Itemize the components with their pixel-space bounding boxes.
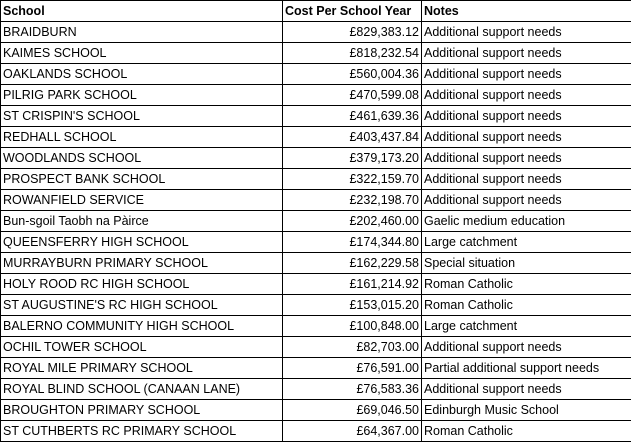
notes-cell[interactable]: Edinburgh Music School — [422, 400, 631, 421]
table-row — [1, 106, 631, 127]
table-row — [1, 211, 631, 232]
table-row — [1, 295, 631, 316]
notes-cell[interactable]: Additional support needs — [422, 43, 631, 64]
notes-cell[interactable]: Additional support needs — [422, 148, 631, 169]
table-row — [1, 316, 631, 337]
notes-cell[interactable]: Additional support needs — [422, 106, 631, 127]
notes-cell[interactable]: Additional support needs — [422, 85, 631, 106]
school-cell[interactable]: KAIMES SCHOOL — [1, 43, 283, 64]
notes-cell[interactable]: Roman Catholic — [422, 274, 631, 295]
cost-cell[interactable]: £322,159.70 — [283, 169, 422, 190]
cost-cell[interactable]: £162,229.58 — [283, 253, 422, 274]
table-row — [1, 43, 631, 64]
school-cell[interactable]: BROUGHTON PRIMARY SCHOOL — [1, 400, 283, 421]
cost-cell[interactable]: £403,437.84 — [283, 127, 422, 148]
cost-cell[interactable]: £64,367.00 — [283, 421, 422, 442]
school-cell[interactable]: ROWANFIELD SERVICE — [1, 190, 283, 211]
notes-cell[interactable]: Additional support needs — [422, 169, 631, 190]
cost-cell[interactable]: £560,004.36 — [283, 64, 422, 85]
school-cell[interactable]: OAKLANDS SCHOOL — [1, 64, 283, 85]
cost-cell[interactable]: £82,703.00 — [283, 337, 422, 358]
cost-cell[interactable]: £69,046.50 — [283, 400, 422, 421]
header-cost[interactable]: Cost Per School Year — [283, 1, 422, 22]
notes-cell[interactable]: Additional support needs — [422, 64, 631, 85]
school-cell[interactable]: REDHALL SCHOOL — [1, 127, 283, 148]
cost-cell[interactable]: £818,232.54 — [283, 43, 422, 64]
school-cell[interactable]: ST CRISPIN'S SCHOOL — [1, 106, 283, 127]
notes-cell[interactable]: Roman Catholic — [422, 295, 631, 316]
cost-cell[interactable]: £232,198.70 — [283, 190, 422, 211]
cost-cell[interactable]: £202,460.00 — [283, 211, 422, 232]
school-cell[interactable]: WOODLANDS SCHOOL — [1, 148, 283, 169]
notes-cell[interactable]: Additional support needs — [422, 379, 631, 400]
school-cell[interactable]: QUEENSFERRY HIGH SCHOOL — [1, 232, 283, 253]
school-cell[interactable]: PROSPECT BANK SCHOOL — [1, 169, 283, 190]
school-cell[interactable]: ST AUGUSTINE'S RC HIGH SCHOOL — [1, 295, 283, 316]
table-row — [1, 274, 631, 295]
table-row — [1, 148, 631, 169]
cost-cell[interactable]: £174,344.80 — [283, 232, 422, 253]
table-row — [1, 400, 631, 421]
table-row — [1, 337, 631, 358]
cost-cell[interactable]: £76,583.36 — [283, 379, 422, 400]
header-row — [1, 1, 631, 22]
table-row — [1, 64, 631, 85]
cost-cell[interactable]: £470,599.08 — [283, 85, 422, 106]
school-cell[interactable]: ST CUTHBERTS RC PRIMARY SCHOOL — [1, 421, 283, 442]
notes-cell[interactable]: Gaelic medium education — [422, 211, 631, 232]
table-row — [1, 169, 631, 190]
school-cell[interactable]: MURRAYBURN PRIMARY SCHOOL — [1, 253, 283, 274]
cost-cell[interactable]: £76,591.00 — [283, 358, 422, 379]
table-row — [1, 22, 631, 43]
notes-cell[interactable]: Large catchment — [422, 232, 631, 253]
school-cell[interactable]: ROYAL BLIND SCHOOL (CANAAN LANE) — [1, 379, 283, 400]
cost-cell[interactable]: £379,173.20 — [283, 148, 422, 169]
school-cell[interactable]: BALERNO COMMUNITY HIGH SCHOOL — [1, 316, 283, 337]
cost-cell[interactable]: £829,383.12 — [283, 22, 422, 43]
notes-cell[interactable]: Additional support needs — [422, 127, 631, 148]
school-cell[interactable]: OCHIL TOWER SCHOOL — [1, 337, 283, 358]
notes-cell[interactable]: Roman Catholic — [422, 421, 631, 442]
header-notes[interactable]: Notes — [422, 1, 631, 22]
notes-cell[interactable]: Large catchment — [422, 316, 631, 337]
table-row — [1, 421, 631, 442]
cost-cell[interactable]: £161,214.92 — [283, 274, 422, 295]
notes-cell[interactable]: Additional support needs — [422, 190, 631, 211]
notes-cell[interactable]: Additional support needs — [422, 22, 631, 43]
cost-cell[interactable]: £100,848.00 — [283, 316, 422, 337]
table-body — [1, 22, 631, 442]
table-row — [1, 358, 631, 379]
header-school[interactable]: School — [1, 1, 283, 22]
school-cell[interactable]: Bun-sgoil Taobh na Pàirce — [1, 211, 283, 232]
table-row — [1, 379, 631, 400]
table-row — [1, 127, 631, 148]
cost-cell[interactable]: £461,639.36 — [283, 106, 422, 127]
notes-cell[interactable]: Additional support needs — [422, 337, 631, 358]
school-cell[interactable]: BRAIDBURN — [1, 22, 283, 43]
notes-cell[interactable]: Special situation — [422, 253, 631, 274]
table-row — [1, 232, 631, 253]
cost-cell[interactable]: £153,015.20 — [283, 295, 422, 316]
table-row — [1, 253, 631, 274]
school-cell[interactable]: HOLY ROOD RC HIGH SCHOOL — [1, 274, 283, 295]
table-row — [1, 190, 631, 211]
table-row — [1, 85, 631, 106]
notes-cell[interactable]: Partial additional support needs — [422, 358, 631, 379]
school-cell[interactable]: PILRIG PARK SCHOOL — [1, 85, 283, 106]
school-cell[interactable]: ROYAL MILE PRIMARY SCHOOL — [1, 358, 283, 379]
